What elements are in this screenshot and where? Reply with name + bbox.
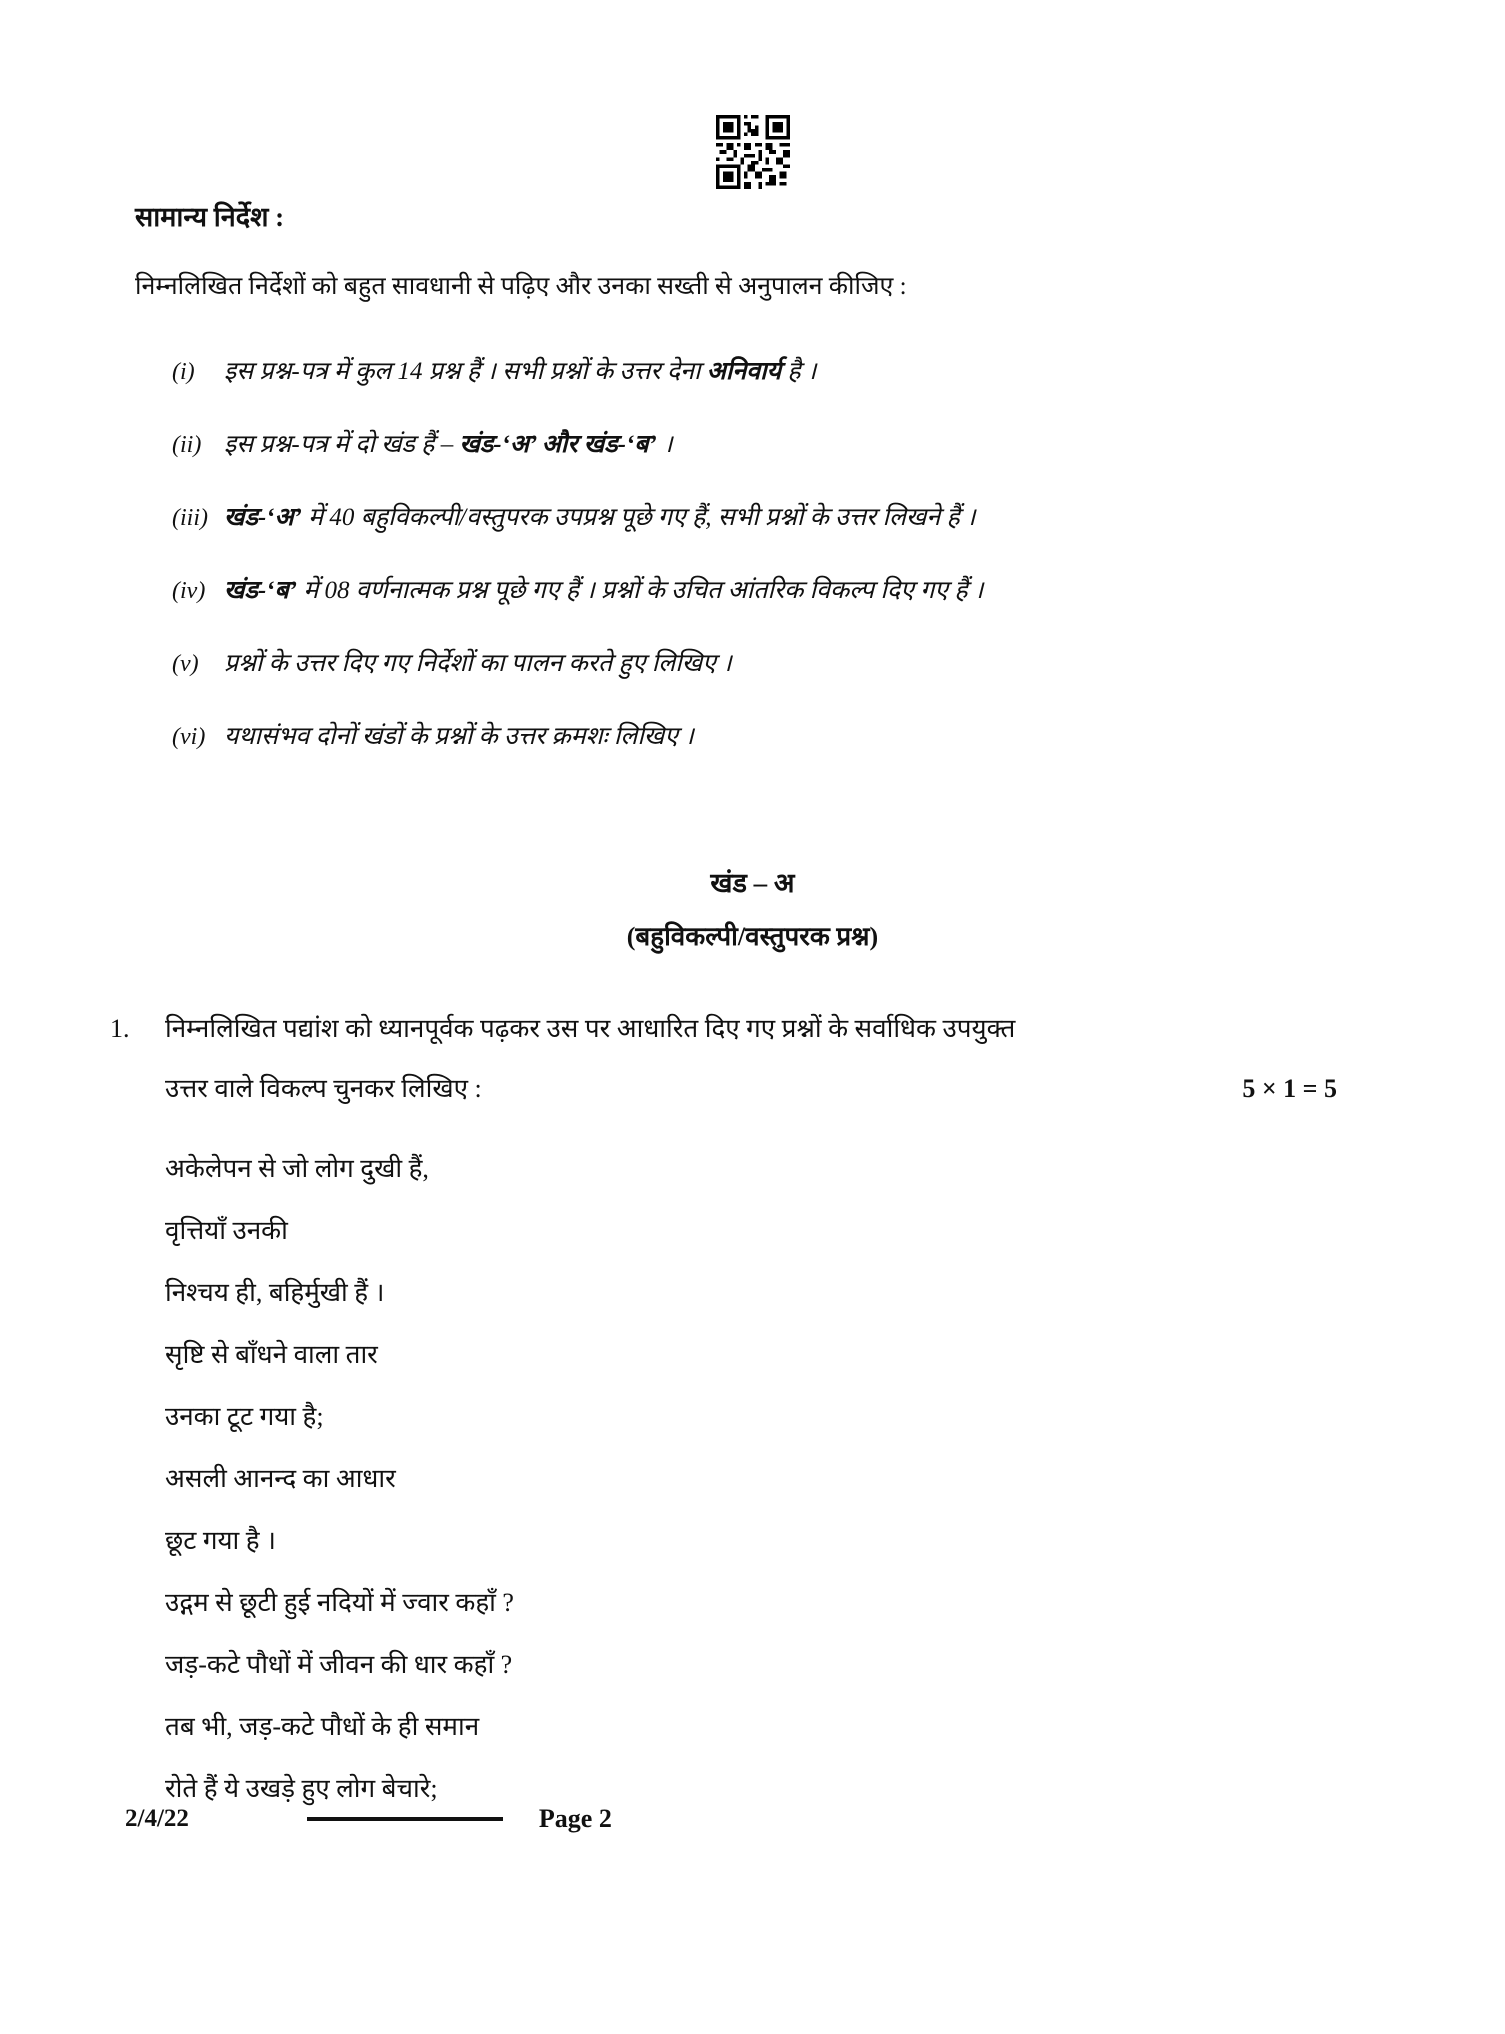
- instruction-label: (ii): [172, 432, 202, 458]
- poem-line: तब भी, जड़-कटे पौधों के ही समान: [165, 1712, 480, 1741]
- instruction-text: प्रश्नों के उत्तर दिए गए निर्देशों का पालन करते हुए लिखिए ।: [224, 650, 732, 677]
- question-text-line2: उत्तर वाले विकल्प चुनकर लिखिए :: [165, 1074, 482, 1103]
- instruction-text: यथासंभव दोनों खंडों के प्रश्नों के उत्तर क्रमशः लिखिए ।: [224, 723, 694, 750]
- instruction-text: इस प्रश्न-पत्र में कुल 14 प्रश्न हैं । सभी प्रश्नों के उत्तर देना अनिवार्य है ।: [224, 358, 817, 385]
- instruction-item: [172, 719, 1385, 755]
- poem-line: उनका टूट गया है;: [165, 1402, 324, 1431]
- footer-divider-line: [307, 1817, 503, 1821]
- instruction-text: इस प्रश्न-पत्र में दो खंड हैं – खंड-‘अ’ और खंड-‘ब’ ।: [224, 431, 673, 458]
- instruction-item: [172, 646, 1385, 682]
- instruction-label: (iv): [172, 578, 206, 604]
- poem-line: अकेलेपन से जो लोग दुखी हैं,: [165, 1154, 429, 1183]
- general-instructions-heading: सामान्य निर्देश :: [135, 202, 285, 232]
- poem-line: निश्चय ही, बहिर्मुखी हैं ।: [165, 1278, 385, 1307]
- question-1: [110, 1010, 1365, 1108]
- qr-code-icon: [716, 113, 790, 191]
- paper-code: 2/4/22: [125, 1805, 189, 1832]
- poem-line: रोते हैं ये उखड़े हुए लोग बेचारे;: [165, 1774, 438, 1803]
- instruction-label: (iii): [172, 505, 208, 531]
- poem-line: सृष्टि से बाँधने वाला तार: [165, 1340, 378, 1369]
- poem-passage: [165, 1150, 1505, 1808]
- question-text-line1: निम्नलिखित पद्यांश को ध्यानपूर्वक पढ़कर उस पर आधारित दिए गए प्रश्नों के सर्वाधिक उपयुक्त: [165, 1014, 1016, 1043]
- instructions-intro: निम्नलिखित निर्देशों को बहुत सावधानी से पढ़िए और उनका सख्ती से अनुपालन कीजिए :: [135, 273, 907, 300]
- instruction-label: (v): [172, 651, 199, 677]
- section-a-subtitle: (बहुविकल्पी/वस्तुपरक प्रश्न): [626, 922, 879, 951]
- instruction-label: (i): [172, 359, 195, 385]
- page-footer: [0, 1804, 1505, 1834]
- instruction-item: [172, 573, 1385, 609]
- poem-line: असली आनन्द का आधार: [165, 1464, 396, 1493]
- poem-line: उद्गम से छूटी हुई नदियों में ज्वार कहाँ ?: [165, 1588, 514, 1617]
- page-number: Page 2: [538, 1804, 612, 1833]
- question-marks: 5 × 1 = 5: [1242, 1074, 1337, 1103]
- question-number: 1.: [110, 1014, 130, 1043]
- section-a-title: खंड – अ: [710, 868, 795, 898]
- instruction-text: खंड-‘ब’ में 08 वर्णनात्मक प्रश्न पूछे गए हैं । प्रश्नों के उचित आंतरिक विकल्प दिए गए हैं ।: [224, 577, 984, 604]
- instructions-list: [172, 354, 1385, 755]
- instruction-text: खंड-‘अ’ में 40 बहुविकल्पी/वस्तुपरक उपप्रश्न पूछे गए हैं, सभी प्रश्नों के उत्तर लिखने हैं ।: [224, 504, 976, 531]
- poem-line: जड़-कटे पौधों में जीवन की धार कहाँ ?: [165, 1650, 513, 1679]
- poem-line: छूट गया है ।: [165, 1526, 276, 1555]
- instruction-item: [172, 427, 1385, 463]
- instruction-item: [172, 354, 1385, 390]
- poem-line: वृत्तियाँ उनकी: [165, 1216, 288, 1245]
- instruction-item: [172, 500, 1385, 536]
- instruction-label: (vi): [172, 724, 206, 750]
